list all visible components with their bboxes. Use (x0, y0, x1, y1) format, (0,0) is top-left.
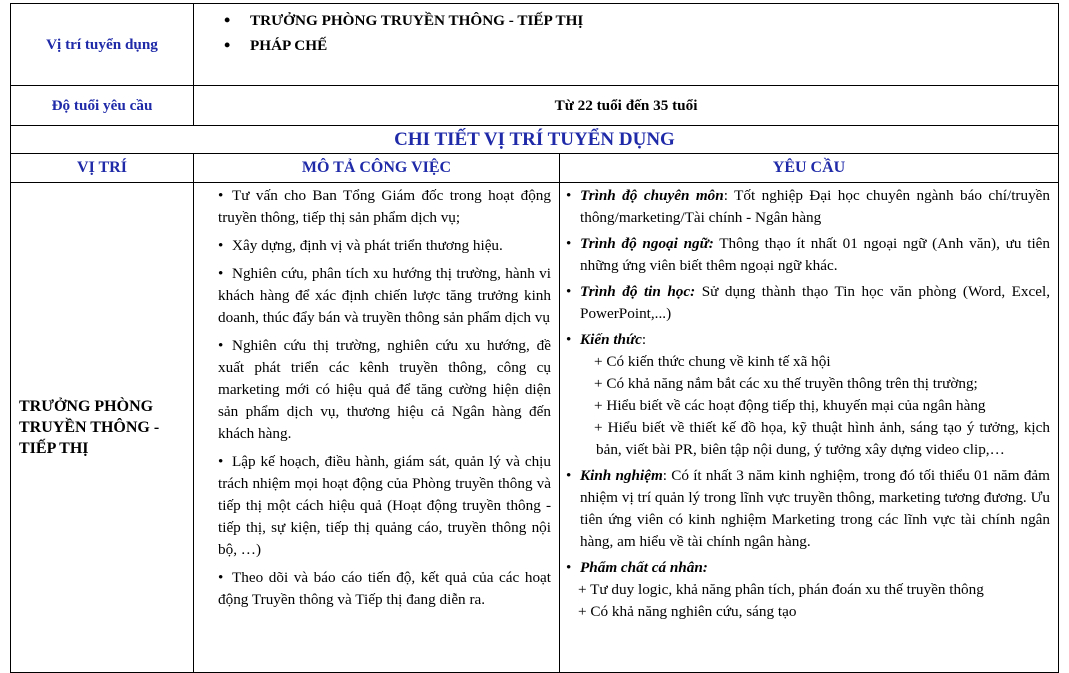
req-knowledge: • Kiến thức: + Có kiến thức chung về kinh tế xã hội + Có khả năng nắm bắt các xu thế truyền thông trên thị trường; + Hiểu biết về các hoạt động tiếp thị, khuyến mại của ngân hàng + Hiểu biết về thiết kế đồ họa, kỹ thuật hình ảnh, sáng tạo ý tưởng, kịch bản, viết bài PR, biên tập nội dung, ý tưởng xây dựng video clip,… (580, 329, 1050, 461)
knowledge-item: + Hiểu biết về các hoạt động tiếp thị, khuyến mại của ngân hàng (594, 397, 986, 414)
position-label: Vị trí tuyển dụng (46, 35, 158, 53)
position-list-cell (194, 4, 1059, 86)
position-item: • PHÁP CHẾ (194, 33, 1058, 58)
knowledge-item: + Hiểu biết về thiết kế đồ họa, kỹ thuật hình ảnh, sáng tạo ý tưởng, kịch bản, viết bài PR, biên tập nội dung, ý tưởng xây dựng video clip,… (594, 419, 1050, 458)
row-headers (11, 154, 1059, 183)
age-label: Độ tuổi yêu cầu (51, 96, 153, 114)
row-job (11, 183, 1059, 673)
position-list (194, 8, 1058, 58)
age-value: Từ 22 tuổi đến 35 tuổi (554, 96, 698, 114)
description-item: • Lập kế hoạch, điều hành, giám sát, quản lý và chịu trách nhiệm mọi hoạt động của Phòng truyền thông và tiếp thị một cách hiệu quả (Hoạt động truyền thông - tiếp thị, sự kiện, tiếp thị quảng cáo, truyền thông nội bộ, …) (218, 453, 551, 558)
position-label-cell (11, 4, 194, 86)
header-position: VỊ TRÍ (11, 154, 194, 183)
req-personal: • Phẩm chất cá nhân: + Tư duy logic, khả năng phân tích, phán đoán xu thế truyền thông + Có khả năng nghiên cứu, sáng tạo (580, 557, 1050, 623)
section-title: CHI TIẾT VỊ TRÍ TUYỂN DỤNG (11, 126, 1059, 154)
description-item: • Tư vấn cho Ban Tổng Giám đốc trong hoạt động truyền thông, tiếp thị sản phẩm dịch vụ; (218, 187, 551, 226)
job-title-cell (11, 183, 194, 673)
knowledge-item: + Có kiến thức chung về kinh tế xã hội (594, 353, 831, 370)
row-section-title (11, 126, 1059, 154)
description-item: • Theo dõi và báo cáo tiến độ, kết quả của các hoạt động Truyền thông và Tiếp thị đang diễn ra. (218, 569, 551, 608)
req-experience: • Kinh nghiệm: Có ít nhất 3 năm kinh nghiệm, trong đó tối thiểu 01 năm đảm nhiệm vị trí quản lý trong lĩnh vực truyền thông, marketing tương đương. Ưu tiên ứng viên có kinh nghiệm Marketing trong các lĩnh vực tài chính ngân hàng, am hiểu về tài chính ngân hàng. (566, 467, 1050, 550)
req-expertise: • Trình độ chuyên môn: Tốt nghiệp Đại học chuyên ngành báo chí/truyền thông/marketing/Tài chính - Ngân hàng (566, 187, 1051, 226)
job-description-cell (194, 183, 560, 673)
job-title: TRƯỞNG PHÒNG TRUYỀN THÔNG - TIẾP THỊ (19, 398, 160, 457)
personal-item: + Tư duy logic, khả năng phân tích, phán đoán xu thế truyền thông (578, 581, 984, 598)
req-it: • Trình độ tin học: Sử dụng thành thạo Tin học văn phòng (Word, Excel, PowerPoint,...) (566, 283, 1050, 322)
description-item: • Nghiên cứu thị trường, nghiên cứu xu hướng, đề xuất phát triển các kênh truyền thông, công cụ marketing mới có hiệu quả để tăng cường hiện diện sản phẩm dịch vụ, thương hiệu cả Ngân hàng đến khách hàng. (218, 337, 551, 442)
position-item: • TRƯỞNG PHÒNG TRUYỀN THÔNG - TIẾP THỊ (194, 8, 1058, 33)
header-description: MÔ TẢ CÔNG VIỆC (194, 154, 560, 183)
description-item: • Nghiên cứu, phân tích xu hướng thị trường, hành vi khách hàng để xác định chiến lược tăng trưởng kinh doanh, thúc đẩy bán và truyền thông sản phẩm dịch vụ (218, 265, 551, 326)
recruitment-document (10, 3, 1058, 673)
req-language: • Trình độ ngoại ngữ: Thông thạo ít nhất 01 ngoại ngữ (Anh văn), ưu tiên những ứng viên biết thêm ngoại ngữ khác. (566, 235, 1050, 274)
personal-item: + Có khả năng nghiên cứu, sáng tạo (578, 603, 797, 620)
header-requirements: YÊU CẦU (560, 154, 1059, 183)
row-age (11, 86, 1059, 126)
recruitment-table (10, 3, 1059, 673)
job-requirements-cell (560, 183, 1059, 673)
description-item: • Xây dựng, định vị và phát triển thương hiệu. (218, 237, 503, 254)
age-label-cell (11, 86, 194, 126)
age-value-cell (194, 86, 1059, 126)
row-position (11, 4, 1059, 86)
knowledge-item: + Có khả năng nắm bắt các xu thế truyền thông trên thị trường; (594, 375, 978, 392)
